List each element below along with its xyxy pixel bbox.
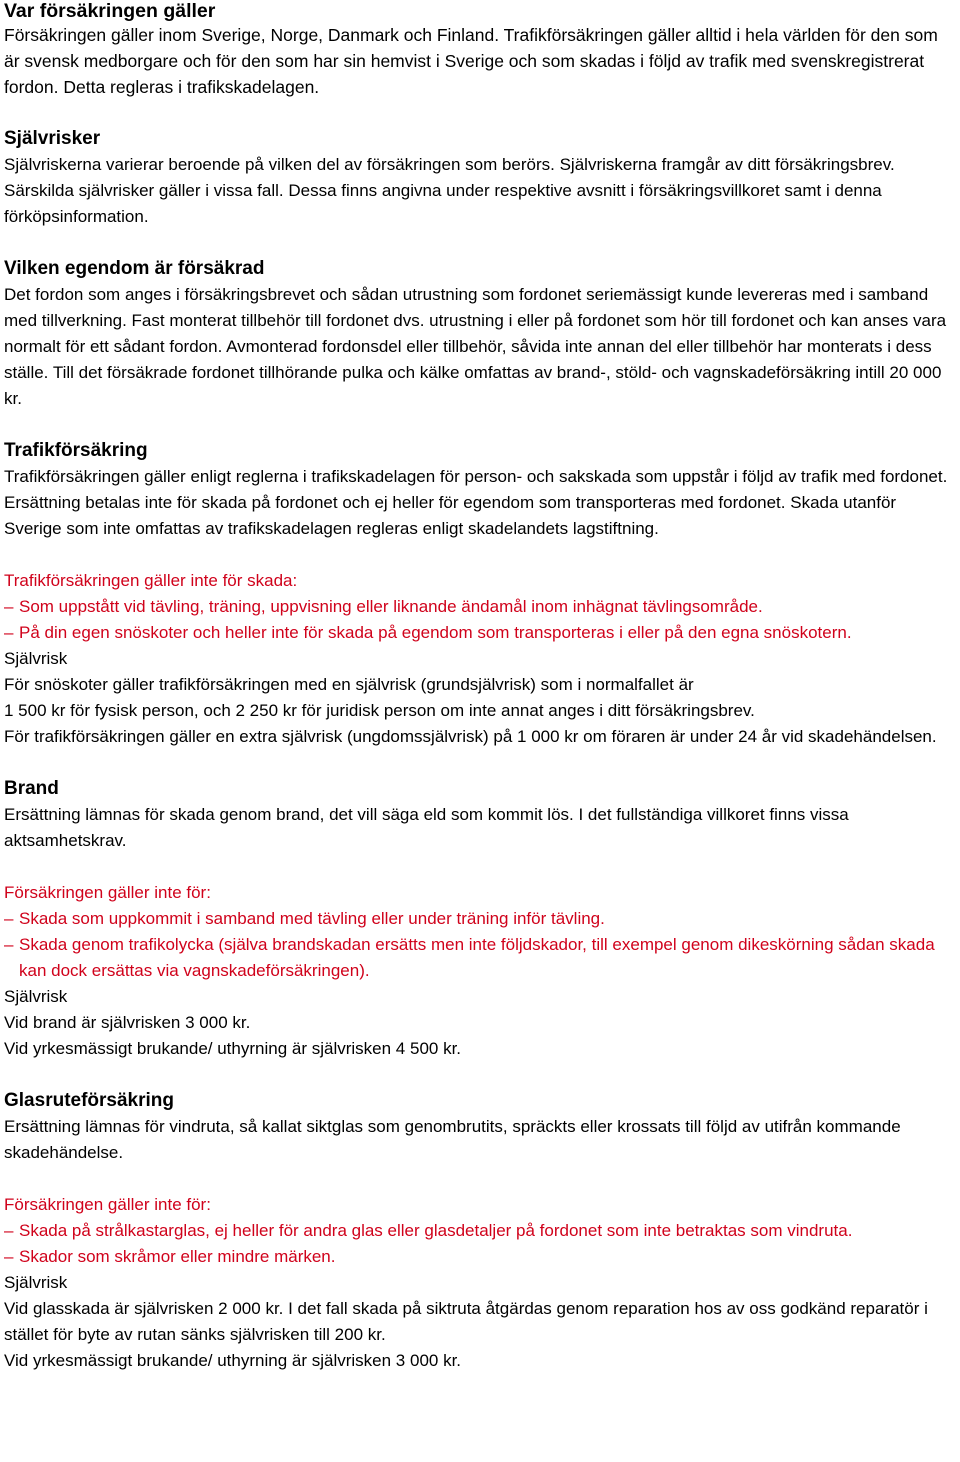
sjalvrisk-line: Vid brand är självrisken 3 000 kr. [4, 1013, 251, 1032]
paragraph-glasruteforsakring: Ersättning lämnas för vindruta, så kallat siktglas som genombrutits, spräckts eller krossats till följd av utifrån kommande skadehändelse. [4, 1117, 901, 1162]
list-item-text: På din egen snöskoter och heller inte för skada på egendom som transporteras i eller på den egna snöskotern. [19, 623, 852, 642]
list-item [4, 1244, 956, 1270]
exclusions-list-brand [4, 906, 956, 984]
section-sjalvrisker [4, 126, 956, 230]
paragraph-var-forsakringen-galler: Försäkringen gäller inom Sverige, Norge, Danmark och Finland. Trafikförsäkringen gäller alltid i hela världen för den som är svensk medborgare och för den som har sin hemvist i Sverige och som skadas i följd av trafik med svenskregistrerat fordon. Detta regleras i trafikskadelagen. [4, 25, 938, 97]
section-var-forsakringen-galler [4, 0, 956, 100]
list-item [4, 594, 956, 620]
section-glasruteforsakring [4, 1088, 956, 1374]
heading-brand: Brand [4, 778, 59, 799]
dash-bullet-icon: – [4, 1247, 14, 1266]
sjalvrisk-label-trafik: Självrisk [4, 649, 68, 668]
heading-trafikforsakring: Trafikförsäkring [4, 440, 148, 461]
sjalvrisk-line: 1 500 kr för fysisk person, och 2 250 kr för juridisk person om inte annat anges i ditt försäkringsbrev. [4, 701, 755, 720]
section-forsakrad-egendom [4, 256, 956, 412]
list-item [4, 906, 956, 932]
heading-var-forsakringen-galler: Var försäkringen gäller [4, 0, 216, 22]
heading-forsakrad-egendom: Vilken egendom är försäkrad [4, 258, 265, 279]
dash-bullet-icon: – [4, 597, 14, 616]
dash-bullet-icon: – [4, 623, 14, 642]
sjalvrisk-line: För snöskoter gäller trafikförsäkringen med en självrisk (grundsjälvrisk) som i normalfallet är [4, 675, 694, 694]
paragraph-forsakrad-egendom: Det fordon som anges i försäkringsbrevet och sådan utrustning som fordonet seriemässigt kunde levereras med i samband med tillverkning. Fast monterat tillbehör till fordonet dvs. utrustning i eller på fordonet som hör till fordonet och kan anses vara normalt för ett sådant fordon. Avmonterad fordonsdel eller tillbehör, såvida inte annan del eller tillbehör har monterats i dess ställe. Till det försäkrade fordonet tillhörande pulka och kälke omfattas av brand-, stöld- och vagnskadeförsäkring intill 20 000 kr. [4, 285, 947, 408]
list-item [4, 620, 956, 646]
list-item-text: Skada som uppkommit i samband med tävling eller under träning inför tävling. [19, 909, 605, 928]
dash-bullet-icon: – [4, 1221, 14, 1240]
paragraph-sjalvrisker: Självriskerna varierar beroende på vilken del av försäkringen som berörs. Självriskerna framgår av ditt försäkringsbrev. Särskilda självrisker gäller i vissa fall. Dessa finns angivna under respektive avsnitt i försäkringsvillkoret samt i denna förköpsinformation. [4, 155, 895, 226]
exclusions-heading-glas: Försäkringen gäller inte för: [4, 1195, 211, 1214]
exclusions-heading-trafik: Trafikförsäkringen gäller inte för skada: [4, 571, 298, 590]
list-item-text: Som uppstått vid tävling, träning, uppvisning eller liknande ändamål inom inhägnat tävlingsområde. [19, 597, 763, 616]
sjalvrisk-label-glas: Självrisk [4, 1273, 68, 1292]
exclusions-heading-brand: Försäkringen gäller inte för: [4, 883, 211, 902]
list-item-text: Skada på strålkastarglas, ej heller för andra glas eller glasdetaljer på fordonet som inte betraktas som vindruta. [19, 1221, 853, 1240]
sjalvrisk-line: Vid yrkesmässigt brukande/ uthyrning är självrisken 4 500 kr. [4, 1039, 462, 1058]
paragraph-trafikforsakring: Trafikförsäkringen gäller enligt reglerna i trafikskadelagen för person- och sakskada som uppstår i följd av trafik med fordonet. Ersättning betalas inte för skada på fordonet och ej heller för egendom som transporteras med fordonet. Skada utanför Sverige som inte omfattas av trafikskadelagen regleras enligt skadelandets lagstiftning. [4, 467, 948, 538]
sjalvrisk-line: Vid glasskada är självrisken 2 000 kr. I det fall skada på siktruta åtgärdas genom reparation hos av oss godkänd reparatör i stället för byte av rutan sänks självrisken till 200 kr. [4, 1299, 928, 1344]
section-trafikforsakring [4, 438, 956, 750]
list-item [4, 932, 956, 984]
sjalvrisk-line: För trafikförsäkringen gäller en extra självrisk (ungdomssjälvrisk) på 1 000 kr om föraren är under 24 år vid skadehändelsen. [4, 727, 937, 746]
list-item [4, 1218, 956, 1244]
heading-sjalvrisker: Självrisker [4, 128, 101, 149]
list-item-text: Skada genom trafikolycka (själva brandskadan ersätts men inte följdskador, till exempel genom dikeskörning sådan skada kan dock ersättas via vagnskadeförsäkringen). [19, 935, 935, 980]
exclusions-list-trafik [4, 594, 956, 646]
list-item-text: Skador som skråmor eller mindre märken. [19, 1247, 336, 1266]
dash-bullet-icon: – [4, 909, 14, 928]
sjalvrisk-label-brand: Självrisk [4, 987, 68, 1006]
heading-glasruteforsakring: Glasruteförsäkring [4, 1090, 174, 1111]
paragraph-brand: Ersättning lämnas för skada genom brand, det vill säga eld som kommit lös. I det fullständiga villkoret finns vissa aktsamhetskrav. [4, 805, 849, 850]
sjalvrisk-line: Vid yrkesmässigt brukande/ uthyrning är självrisken 3 000 kr. [4, 1351, 462, 1370]
exclusions-list-glas [4, 1218, 956, 1270]
dash-bullet-icon: – [4, 935, 14, 954]
section-brand [4, 776, 956, 1062]
